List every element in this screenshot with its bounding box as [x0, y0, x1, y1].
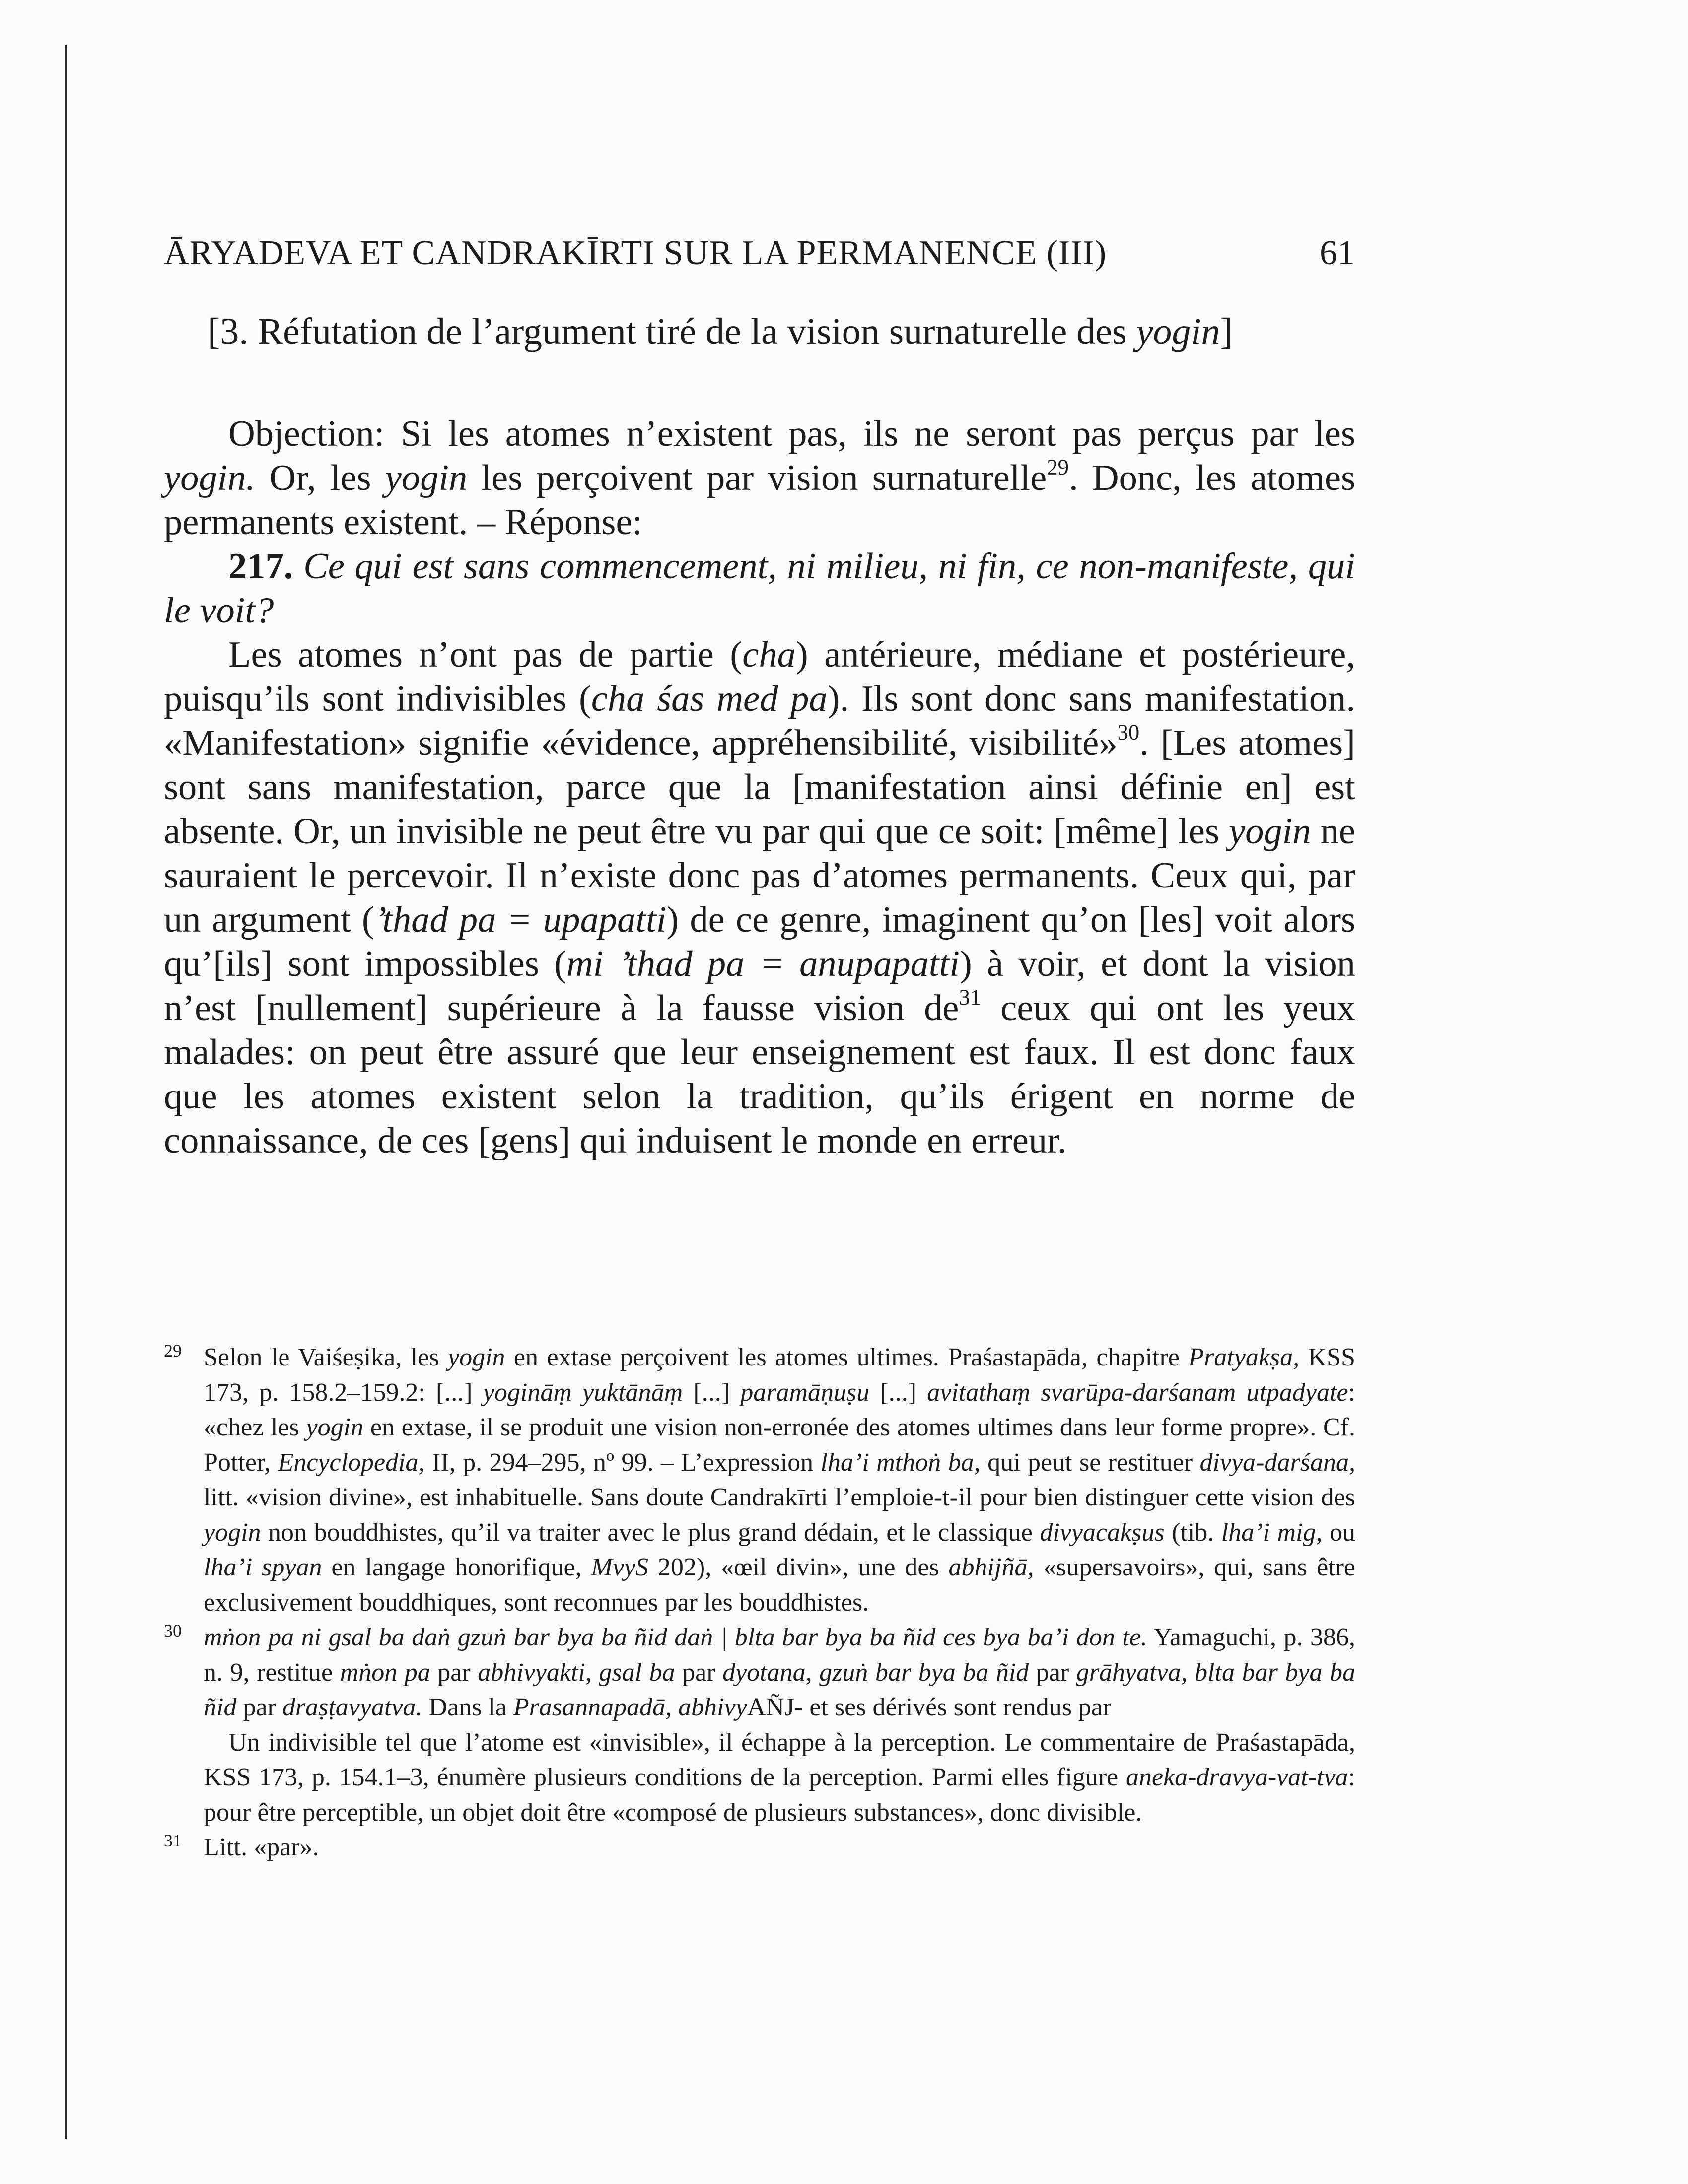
main-text	[164, 412, 1355, 1163]
verse-217	[164, 545, 1355, 633]
objection-paragraph: Objection: Si les atomes n’existent pas, ils ne seront pas perçus par les yogin. Or, les yogin les perçoivent par vision surnaturelle$^{29}$. Donc, les atomes permanents existent. – Réponse:	[164, 413, 1355, 543]
page-number: 61	[1320, 234, 1355, 272]
heading-close: ]	[1220, 311, 1233, 352]
footnote-ref-31[interactable]: 31	[959, 984, 982, 1010]
verse-number: 217.	[228, 546, 293, 587]
section-heading	[208, 310, 1233, 353]
footnote-mark: 29	[164, 1341, 182, 1361]
commentary-paragraph: Les atomes n’ont pas de partie (cha) antérieure, médiane et postérieure, puisqu’ils sont indivisibles (cha śas med pa). Ils sont donc sans manifestation. «Manifestation» signifie «évidence, appréhensibilité, visibilité»$^{30}$. [Les atomes] sont sans manifestation, parce que la [manifestation ainsi définie en] est absente. Or, un invisible ne peut être vu par qui que ce soit: [même] les yogin ne sauraient le percevoir. Il n’existe donc pas d’atomes permanents. Ceux qui, par un argument (’thad pa = upapatti) de ce genre, imaginent qu’on [les] voit alors qu’[ils] sont impossibles (mi ’thad pa = anupapatti) à voir, et dont la vision n’est [nullement] supérieure à la fausse vision $de^{31}$ ceux qui ont les yeux malades: on peut être assuré que leur enseignement est faux. Il est donc faux que les atomes existent selon la tradition, qu’ils érigent en norme de connaissance, de ces [gens] qui induisent le monde en erreur.	[164, 634, 1356, 1161]
footnote-31: 31 Litt. «par».	[164, 1830, 1355, 1865]
footnote-30-continuation: Un indivisible tel que l’atome est «invisible», il échappe à la perception. Le commentaire de Praśastapāda, KSS 173, p. 154.1–3, énumère plusieurs conditions de la perception. Parmi elles figure aneka-dravya-vat-tva: pour être perceptible, un objet doit être «composé de plusieurs substances», donc divisible.	[204, 1728, 1355, 1827]
footnotes	[164, 1340, 1355, 1865]
footnote-ref-30[interactable]: 30	[1117, 719, 1140, 745]
heading-text: [3. Réfutation de l’argument tiré de la vision surnaturelle des	[208, 311, 1136, 352]
footnote-29: 29 Selon le Vaiśeṣika, les yogin en extase perçoivent les atomes ultimes. Praśastapāda, chapitre Pratyakṣa, KSS 173, p. 158.2–159.2: [...] yogināṃ yuktānāṃ [...] paramāṇuṣu [...] avitathaṃ svarūpa-darśanam utpadyate: «chez les yogin en extase, il se produit une vision non-erronée des atomes ultimes dans leur forme propre». Cf. Potter, Encyclopedia, II, p. 294–295, nº 99. – L’expression lha’i mthoṅ ba, qui peut se restituer divya-darśana, litt. «vision divine», est inhabituelle. Sans doute Candrakīrti l’emploie-t-il pour bien distinguer cette vision des yogin non bouddhistes, qu’il va traiter avec le plus grand dédain, et le classique divyacakṣus (tib. lha’i mig, ou lha’i spyan en langage honorifique, MvyS 202), «œil divin», une des abhijñā, «supersavoirs», qui, sans être exclusivement bouddhiques, sont reconnues par les bouddhistes.	[164, 1340, 1355, 1620]
footnote-mark: 30	[164, 1621, 182, 1640]
footnote-ref-29[interactable]: 29	[1047, 454, 1069, 479]
footnote-mark: 31	[164, 1831, 182, 1850]
running-title: ĀRYADEVA ET CANDRAKĪRTI SUR LA PERMANENCE (III)	[164, 234, 1107, 272]
heading-term: yogin	[1136, 311, 1220, 352]
page-margin-rule	[65, 45, 67, 2139]
footnote-30: 30 mṅon pa ni gsal ba daṅ gzuṅ bar bya ba ñid daṅ | blta bar bya ba ñid ces bya ba’i don te. Yamaguchi, p. 386, n. 9, restitue mṅon pa par abhivyakti, gsal ba par dyotana, gzuṅ bar bya ba ñid par grāhyatva, blta bar bya ba ñid par draṣṭavyatva. Dans la Prasannapadā, abhivyAÑJ- et ses dérivés sont rendus par	[164, 1620, 1355, 1725]
verse-text: Ce qui est sans commencement, ni milieu, ni fin, ce non-manifeste, qui le voit?	[164, 546, 1355, 631]
